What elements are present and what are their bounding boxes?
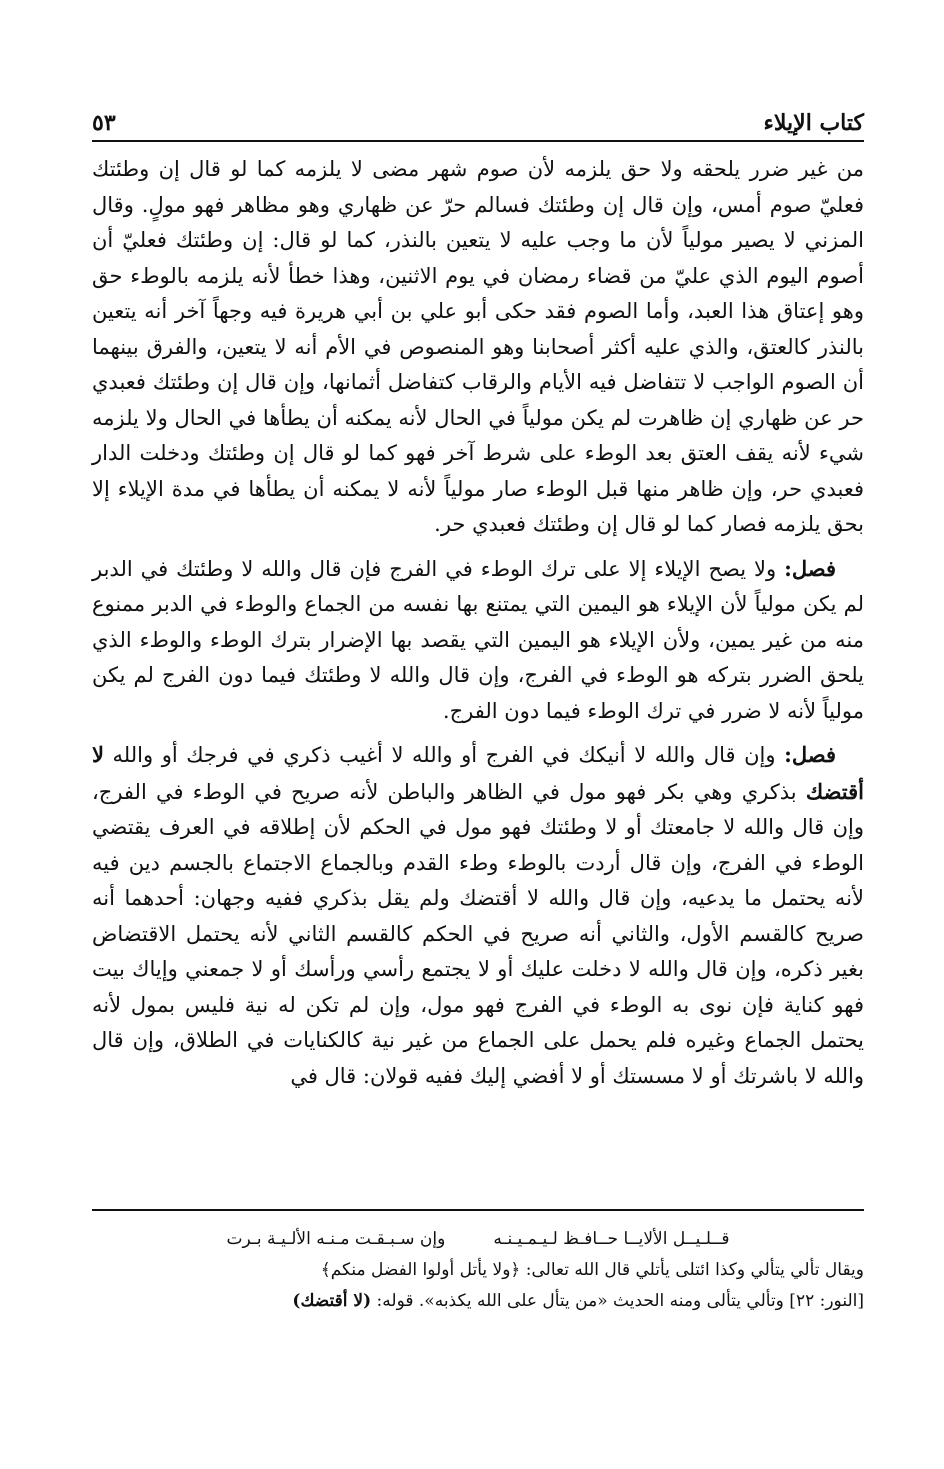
section-label: فصل:	[784, 555, 836, 581]
paragraph-3-text-b: بذكري وهي بكر فهو مول في الظاهر والباطن لأنه صريح في الوطء في الفرج، وإن قال والله لا جامعتك أو لا وطئتك فهو مول في الحكم لأن إطلاقه في العرف يقتضي الوطء في الفرج، وإن قال أردت بالوطء وطء القدم وبالجماع الاجتماع بالجسم دين فيه لأنه يحتمل ما يدعيه، وإن قال والله لا أقتضك ولم يقل بذكري ففيه وجهان: أحدهما أنه صريح كالقسم الأول، والثاني أنه صريح في الحكم كالقسم الثاني لأنه يحتمل الاقتضاض بغير ذكره، وإن قال والله لا دخلت عليك أو لا يجتمع رأسي ورأسك أو لا جمعني وإياك بيت فهو كناية فإن نوى به الوطء في الفرج فهو مول، وإن لم تكن له نية فليس بمول لأنه يحتمل الجماع وغيره فلم يحمل على الجماع من غير نية كالكنايات في الطلاق، وإن قال والله لا باشرتك أو لا مسستك أو لا أفضي إليك ففيه قولان: قال في	[92, 779, 864, 1088]
running-header	[92, 96, 864, 142]
paragraph-3-text-a: وإن قال والله لا أنيكك في الفرج أو والله لا أغيب ذكري في فرجك أو والله	[103, 743, 785, 767]
paragraph-2-text: ولا يصح الإيلاء إلا على ترك الوطء في الفرج فإن قال والله لا وطئتك في الدبر لم يكن مولياً لأن الإيلاء هو اليمين التي يمتنع بها نفسه من الجماع والوطء في الدبر ممنوع منه من غير يمين، ولأن الإيلاء هو اليمين التي يقصد بها الإضرار بترك الوطء والوطء الذي يلحق الضرر بتركه هو الوطء في الفرج، وإن قال والله لا وطئتك فيما دون الفرج لم يكن مولياً لأنه لا ضرر في ترك الوطء فيما دون الفرج.	[92, 556, 864, 723]
verse-first-hemistich: قــلـيــل الألايــا حــافـظ لـيـمـيـنـه	[493, 1229, 730, 1249]
footnote-line-3	[92, 1286, 864, 1317]
page-number: ٥٣	[92, 110, 116, 136]
paragraph-1: من غير ضرر يلحقه ولا حق يلزمه لأن صوم شهر مضى لا يلزمه كما لو قال إن وطئتك فعليّ صوم أمس، وإن قال إن وطئتك فسالم حرّ عن ظهاري وهو مظاهر فهو مولٍ. وقال المزني لا يصير مولياً لأن ما وجب عليه لا يتعين بالنذر، كما لو قال: إن وطئتك فعليّ أن أصوم اليوم الذي عليّ من قضاء رمضان في يوم الاثنين، وهذا خطأ لأنه يلزمه بالوطء حق وهو إعتاق هذا العبد، وأما الصوم فقد حكى أبو علي بن أبي هريرة فيه وجهاً آخر أنه يتعين بالنذر كالعتق، والذي عليه أكثر أصحابنا وهو المنصوص في الأم أنه لا يتعين، والفرق بينهما أن الصوم الواجب لا تتفاضل فيه الأيام والرقاب كتفاضل أثمانها، وإن قال إن وطئتك فعبدي حر عن ظهاري إن ظاهرت لم يكن مولياً في الحال لأنه يمكنه أن يطأها في الحال ولا يلزمه شيء لأنه يقف العتق بعد الوطء على شرط آخر فهو كما لو قال إن وطئتك ودخلت الدار فعبدي حر، وإن ظاهر منها قبل الوطء صار مولياً لأنه لا يمكنه أن يطأها في مدة الإيلاء إلا بحق يلزمه فصار كما لو قال إن وطئتك فعبدي حر.	[92, 157, 864, 536]
paragraph-3-keyword: لا أقتضك	[92, 742, 864, 804]
verse-second-hemistich: وإن سـبـقـت مـنـه الألـيـة بـرت	[226, 1229, 446, 1249]
footnote-keyword: (لا أقتضك)	[292, 1291, 372, 1311]
footnote-divider	[92, 1209, 864, 1211]
footnote-verse	[92, 1224, 864, 1255]
chapter-title: كتاب الإيلاء	[763, 110, 864, 136]
footnote-line-2: ويقال تألي يتألي وكذا ائتلى يأتلي قال الله تعالى: ﴿ولا يأتل أولوا الفضل منكم﴾	[320, 1260, 864, 1280]
paragraph-3	[92, 737, 864, 1094]
section-label: فصل:	[784, 742, 836, 767]
footnote-line-3-text: [النور: ٢٢] وتألي يتألى ومنه الحديث «من يتأل على الله يكذبه». قوله:	[371, 1291, 864, 1311]
footnotes	[92, 1224, 864, 1317]
paragraph-2	[92, 551, 864, 730]
main-text	[92, 152, 864, 1094]
book-page	[92, 96, 864, 1436]
